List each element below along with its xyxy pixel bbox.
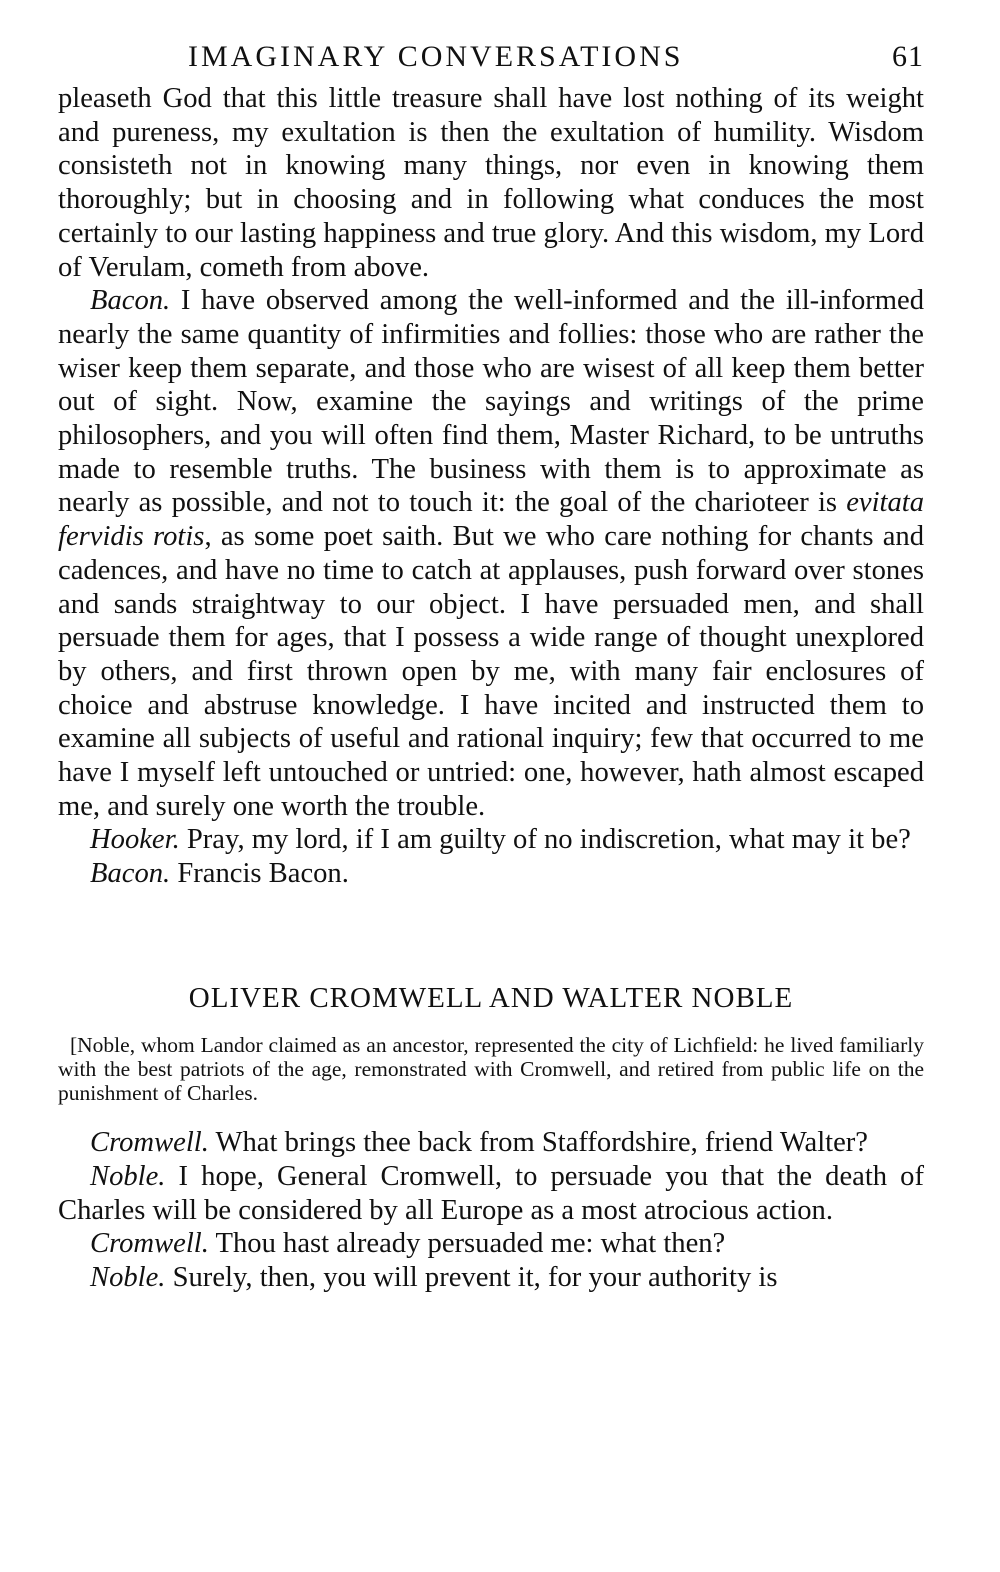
speech-text: Surely, then, you will prevent it, for your authority is — [165, 1262, 778, 1294]
speaker-label: Noble. — [90, 1161, 166, 1193]
continued-paragraph: pleaseth God that this little treasure shall have lost nothing of its weight and pureness, my exultation is then the exultation of humility. Wisdom consisteth not in knowing many things, nor even in knowing them thoroughly; but in choosing and in following what conduces the most certainly to our lasting happiness and true glory. And this wisdom, my Lord of Verulam, cometh from above. — [58, 83, 924, 283]
speaker-label: Hooker. — [90, 824, 180, 856]
speaker-label: Cromwell. — [90, 1127, 209, 1159]
running-head — [58, 40, 924, 82]
dialogue-line — [58, 1160, 924, 1227]
dialogue-line — [58, 1261, 924, 1295]
bacon-speech — [58, 284, 924, 823]
speech-text: Pray, my lord, if I am guilty of no indiscretion, what may it be? — [179, 824, 911, 856]
dialogue-line — [58, 1227, 924, 1261]
book-page — [58, 40, 924, 1295]
speaker-label: Noble. — [90, 1262, 166, 1294]
speech-text: What brings thee back from Staffordshire, friend Walter? — [208, 1127, 868, 1159]
bacon-answer — [58, 857, 924, 891]
section-title: OLIVER CROMWELL AND WALTER NOBLE — [188, 981, 794, 1014]
dialogue-line — [58, 1126, 924, 1160]
hooker-question — [58, 823, 924, 857]
running-title: IMAGINARY CONVERSATIONS — [188, 40, 684, 73]
speech-text: , as some poet saith. But we who care nothing for chants and cadences, and have no time to catch at applauses, push forward over stones and sands straightway to our object. I have persuaded men, and shall persuade them for ages, that I possess a wide range of thought unexplored by others, and first thrown open by me, with many fair enclosures of choice and abstruse knowledge. I have incited and instructed them to examine all subjects of useful and rational inquiry; few that occurred to me have I myself left untouched or untried: one, however, hath almost escaped me, and surely one worth the trouble. — [58, 521, 925, 822]
latin-quotation: evitata fervidis rotis — [58, 487, 924, 553]
speaker-label: Bacon. — [90, 858, 171, 890]
section-headnote: [Noble, whom Landor claimed as an ancestor, represented the city of Lichfield: he lived familiarly with the best patriots of the age, remonstrated with Cromwell, and retired from public life on the punishment of Charles. — [58, 1032, 924, 1105]
speech-text: Thou hast already persuaded me: what then? — [208, 1228, 726, 1260]
page-number: 61 — [892, 40, 924, 73]
speech-text: I hope, General Cromwell, to persuade you that the death of Charles will be considered by all Europe as a most atrocious action. — [58, 1161, 924, 1226]
dialogue — [58, 1126, 924, 1295]
speech-text: I have observed among the well-informed and the ill-informed nearly the same quantity of infirmities and follies: those who are rather the wiser keep them separate, and those who are wisest of all keep them better out of sight. Now, examine the sayings and writings of the prime philosophers, and you will often find them, Master Richard, to be untruths made to resemble truths. The business with them is to approximate as nearly as possible, and not to touch it: the goal of the charioteer is — [58, 285, 924, 519]
speaker-label: Bacon. — [90, 285, 171, 317]
speech-text: Francis Bacon. — [170, 858, 349, 890]
speaker-label: Cromwell. — [90, 1228, 209, 1260]
